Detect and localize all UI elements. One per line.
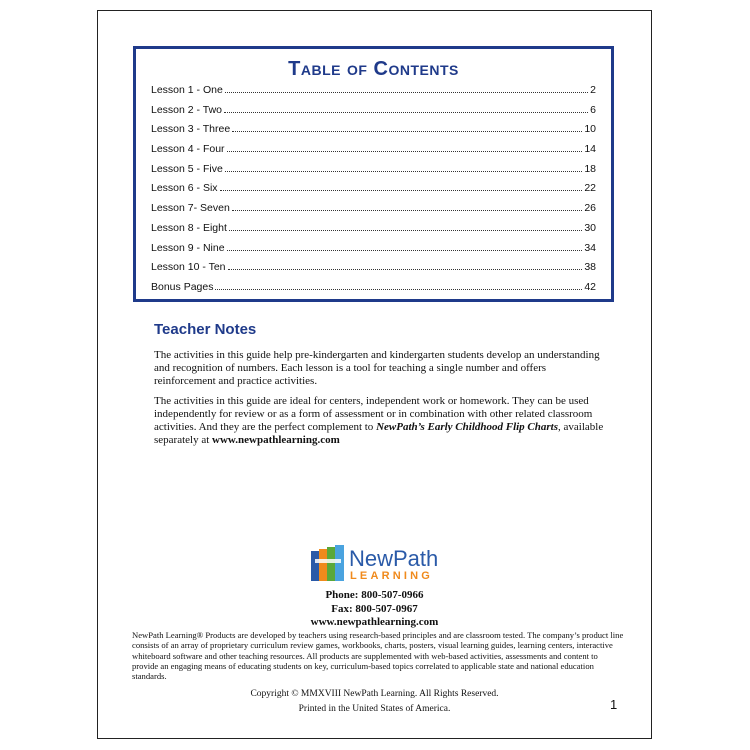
toc-entry-label: Lesson 2 - Two bbox=[151, 103, 223, 116]
toc-entry-label: Lesson 3 - Three bbox=[151, 123, 231, 136]
toc-entry-label: Lesson 8 - Eight bbox=[151, 221, 227, 234]
toc-dot-leader bbox=[224, 112, 588, 113]
page-number: 1 bbox=[610, 697, 618, 712]
logo-subtitle: LEARNING bbox=[350, 570, 434, 582]
newpath-logo bbox=[309, 545, 449, 585]
toc-entry-page: 42 bbox=[584, 280, 596, 293]
toc-dot-leader bbox=[232, 210, 583, 211]
toc-entry-page: 38 bbox=[584, 261, 596, 274]
para2-mid-text: , available separately at bbox=[154, 421, 604, 446]
toc-entry-page: 10 bbox=[584, 123, 596, 136]
toc-dot-leader bbox=[232, 131, 582, 132]
toc-entry[interactable] bbox=[151, 242, 596, 262]
contact-info bbox=[98, 589, 651, 630]
toc-entry-page: 30 bbox=[584, 221, 596, 234]
toc-entry-page: 14 bbox=[584, 143, 596, 156]
toc-entry-label: Lesson 7- Seven bbox=[151, 202, 230, 215]
copyright-block bbox=[98, 687, 651, 717]
newpath-logo-icon bbox=[309, 545, 345, 583]
teacher-notes-paragraph-2 bbox=[154, 395, 604, 447]
toc-entry-page: 18 bbox=[584, 162, 596, 175]
toc-dot-leader bbox=[225, 171, 583, 172]
toc-entry[interactable] bbox=[151, 104, 596, 124]
toc-entry-label: Lesson 4 - Four bbox=[151, 143, 225, 156]
fax-number: Fax: 800-507-0967 bbox=[331, 602, 418, 615]
toc-entry[interactable] bbox=[151, 222, 596, 242]
contact-website[interactable]: www.newpathlearning.com bbox=[310, 616, 439, 628]
toc-entry-page: 22 bbox=[584, 182, 596, 195]
toc-dot-leader bbox=[229, 230, 582, 231]
toc-entry[interactable] bbox=[151, 163, 596, 183]
toc-title: Table of Contents bbox=[288, 58, 459, 80]
toc-entry[interactable] bbox=[151, 143, 596, 163]
table-of-contents-box bbox=[133, 46, 614, 302]
teacher-notes-heading: Teacher Notes bbox=[154, 321, 257, 338]
toc-dot-leader bbox=[225, 92, 588, 93]
document-page bbox=[97, 10, 652, 739]
toc-dot-leader bbox=[227, 250, 583, 251]
toc-entry[interactable] bbox=[151, 84, 596, 104]
toc-dot-leader bbox=[215, 289, 582, 290]
toc-entry-page: 34 bbox=[584, 241, 596, 254]
phone-number: Phone: 800-507-0966 bbox=[325, 589, 424, 601]
toc-entry[interactable] bbox=[151, 261, 596, 281]
logo-wordmark: NewPath bbox=[349, 546, 439, 571]
toc-dot-leader bbox=[228, 269, 583, 270]
toc-entry-label: Lesson 6 - Six bbox=[151, 182, 218, 195]
teacher-notes-paragraph-1: The activities in this guide help pre-kindergarten and kindergarten students develop an understanding and recognition of numbers. Each lesson is a tool for teaching a single number and offers reinforcement and practice activities. bbox=[154, 349, 600, 387]
toc-dot-leader bbox=[220, 190, 583, 191]
printed-in-text: Printed in the United States of America. bbox=[298, 704, 451, 714]
para2-text: The activities in this guide are ideal for centers, independent work or homework. They can be used independently for review or as a form of assessment or in combination with other related classroom activities. And they are the perfect complement to bbox=[154, 395, 593, 433]
copyright-text: Copyright © MMXVIII NewPath Learning. All Rights Reserved. bbox=[250, 689, 499, 699]
toc-entry-label: Lesson 1 - One bbox=[151, 84, 223, 96]
toc-entry[interactable] bbox=[151, 182, 596, 202]
toc-entry-label: Bonus Pages bbox=[151, 280, 214, 293]
toc-entry[interactable] bbox=[151, 281, 596, 301]
toc-dot-leader bbox=[227, 151, 583, 152]
toc-entry[interactable] bbox=[151, 123, 596, 143]
toc-entry-label: Lesson 9 - Nine bbox=[151, 241, 225, 254]
toc-entry-page: 26 bbox=[584, 202, 596, 215]
toc-list bbox=[151, 84, 596, 301]
toc-entry-page: 6 bbox=[590, 103, 596, 116]
toc-entry-page: 2 bbox=[590, 84, 596, 96]
flip-charts-title: NewPath’s Early Childhood Flip Charts bbox=[376, 421, 559, 433]
toc-entry-label: Lesson 10 - Ten bbox=[151, 261, 226, 274]
website-link[interactable]: www.newpathlearning.com bbox=[212, 434, 340, 446]
toc-entry-label: Lesson 5 - Five bbox=[151, 162, 223, 175]
toc-entry[interactable] bbox=[151, 202, 596, 222]
company-description: NewPath Learning® Products are developed by teachers using research-based principles and are classroom tested. The company’s product line consists of an array of proprietary curriculum review games, workbooks, charts, posters, visual learning guides, learning centers, interactive whiteboard software and other teaching resources. All products are supplemented with web-based activities, assessments and content to provide an engaging means of educating students on key, curriculum-based topics correlated to applicable state and national education standards. bbox=[132, 630, 624, 682]
